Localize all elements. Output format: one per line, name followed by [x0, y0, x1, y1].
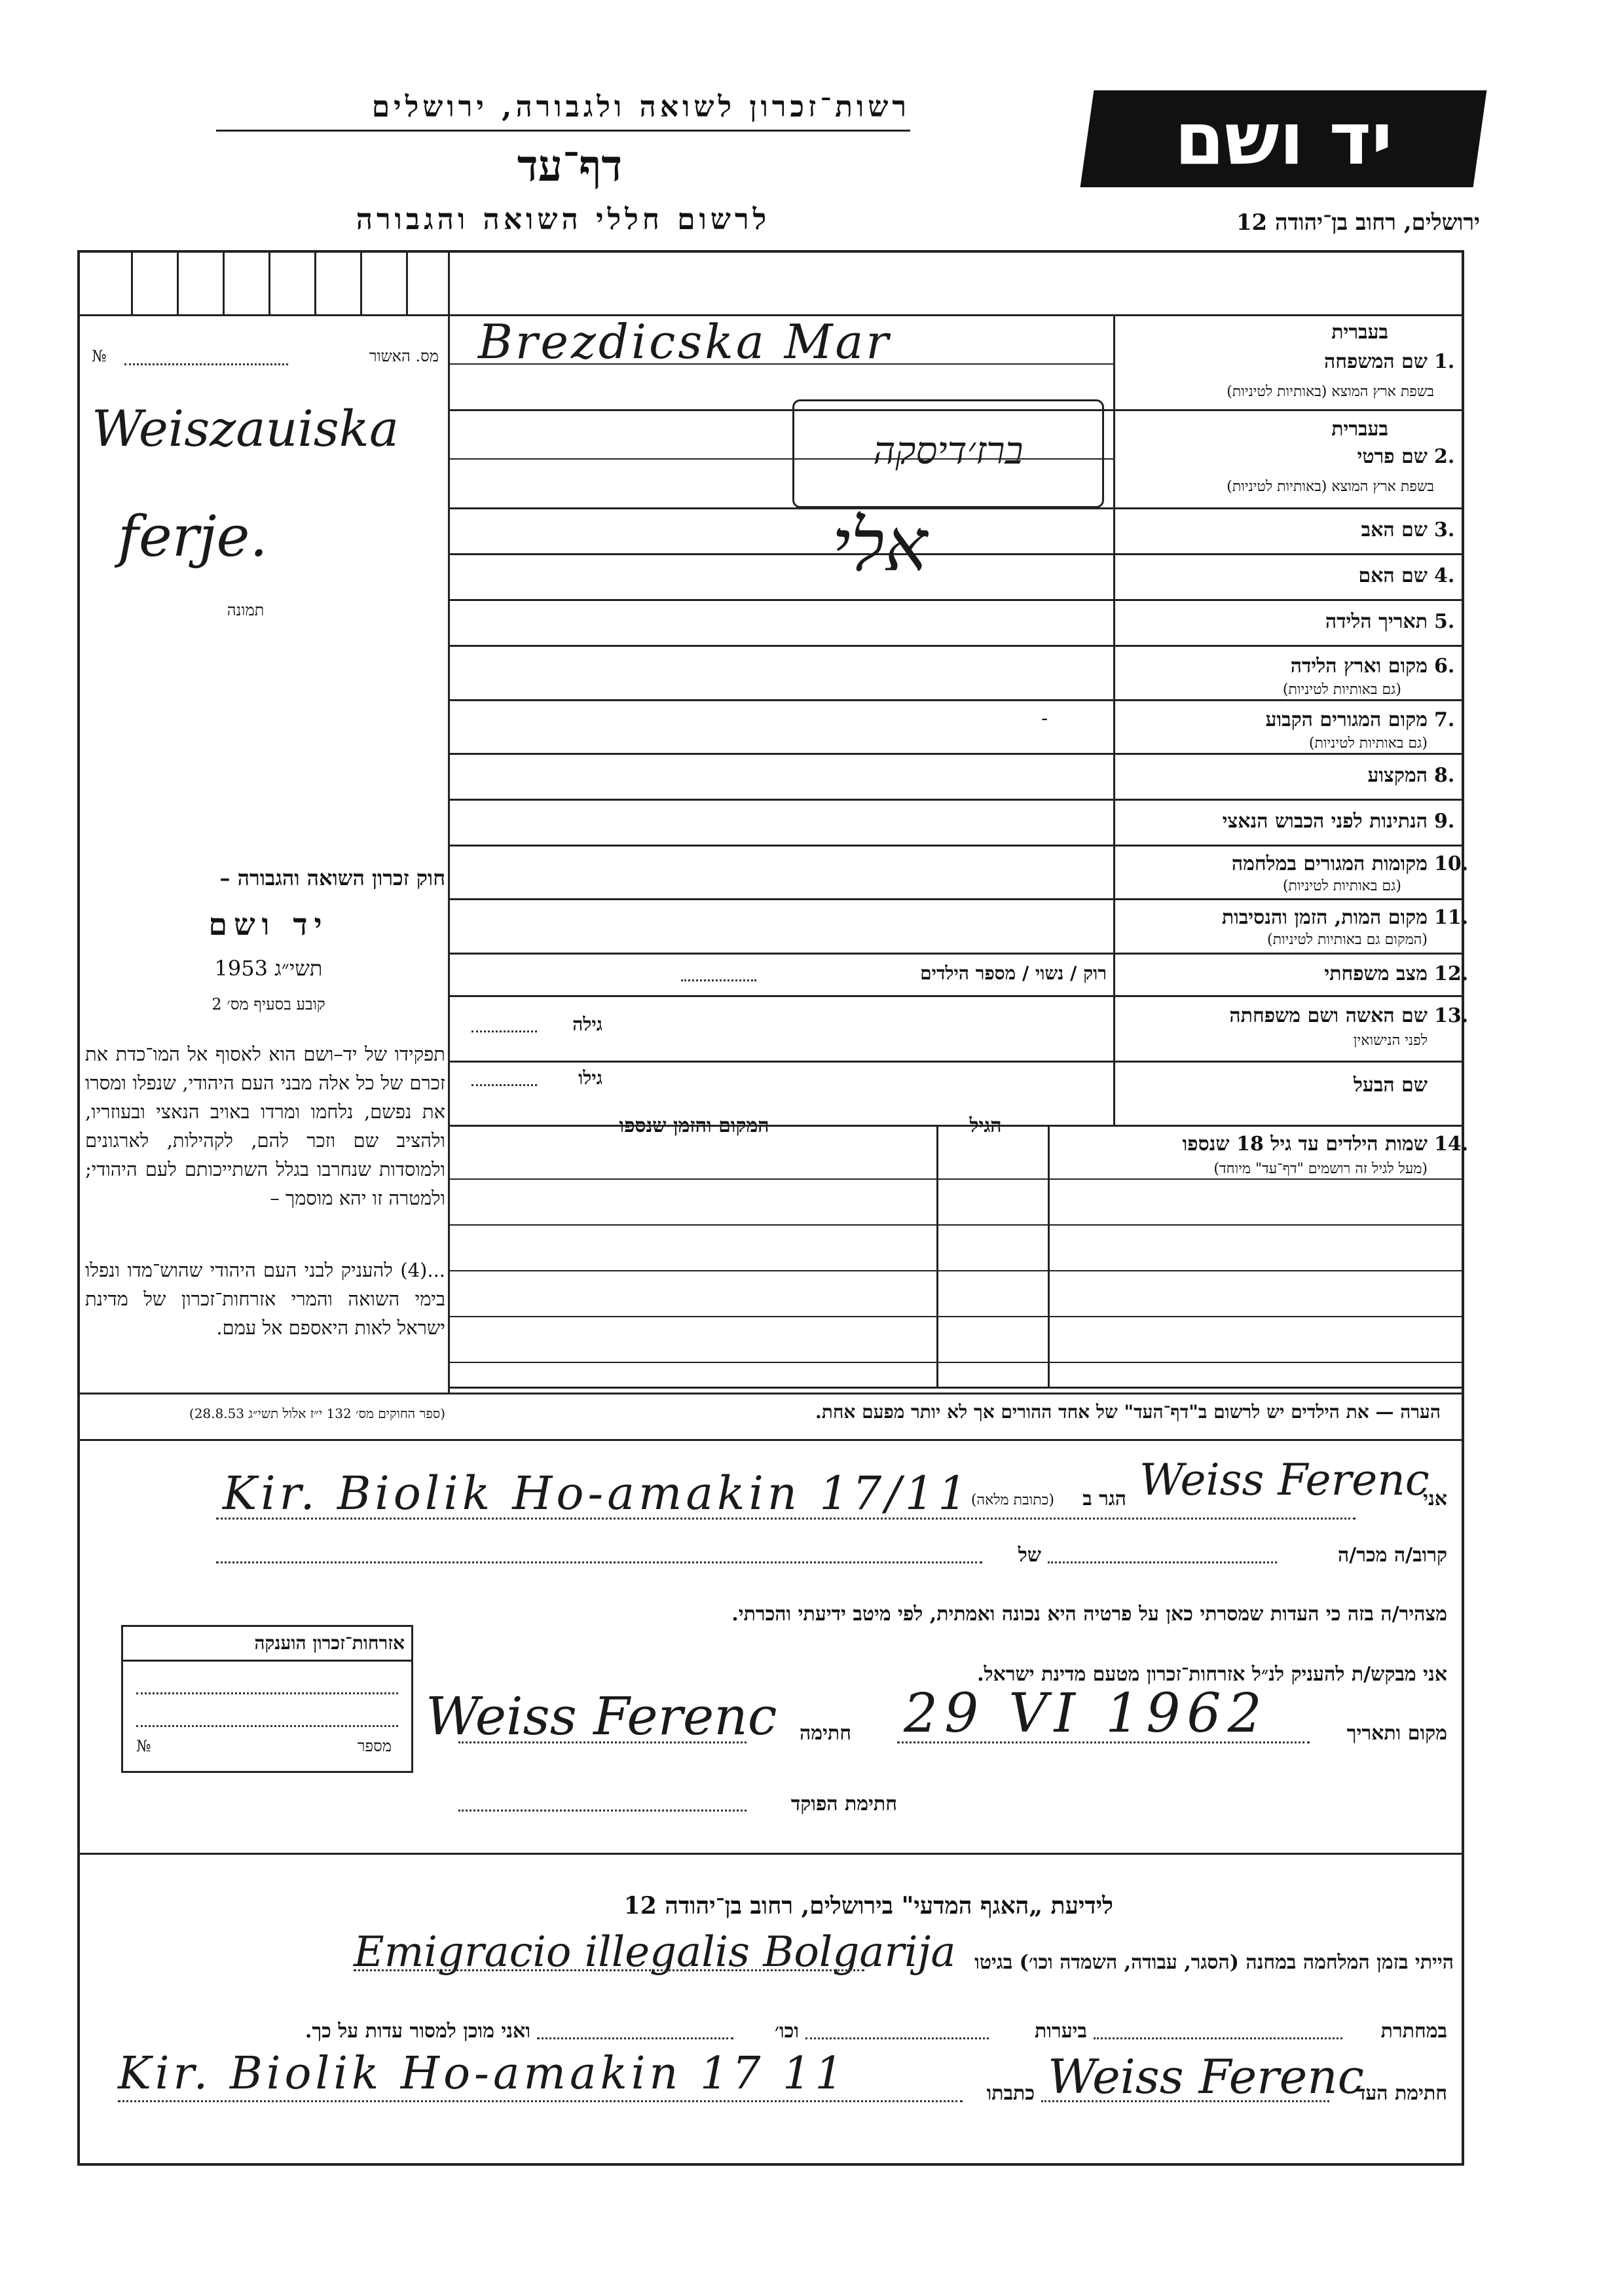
- field-13-sub: לפני הנישואין: [1353, 1032, 1428, 1049]
- field-2-value-box: [792, 399, 1104, 508]
- field-7-value: -: [1041, 707, 1048, 730]
- field-3-value: אלי: [832, 503, 928, 587]
- decl-resident-label: הגר ב: [1082, 1487, 1126, 1510]
- left-panel-divider: [448, 250, 450, 1393]
- children-note: הערה — את הילדים יש לרשום ב"דף־העד" של אחד ההורים אך לא יותר מפעם אחת.: [815, 1401, 1441, 1423]
- law-title: חוק זכרון השואה והגבורה –: [219, 866, 445, 890]
- decl-signature-label: חתימה: [800, 1722, 851, 1745]
- field-2-num: 2.: [1434, 445, 1455, 468]
- footer-partisans-label: ביערות: [1034, 2020, 1087, 2043]
- field-1-hebrew-tag: בעברית: [1331, 321, 1388, 344]
- decl-request: אני מבקש/ת להעניק לנ״ל אזרחות־זכרון מטעם מדינת ישראל.: [977, 1663, 1447, 1686]
- decl-of-label: של: [1018, 1544, 1041, 1567]
- field-2-value: ברז׳דיסקה: [873, 428, 1024, 473]
- approval-label: מס. האשור: [369, 347, 439, 365]
- authority-title: רשות־זכרון לשואה ולגבורה, ירושלים: [371, 90, 910, 124]
- decl-handwritten-name: Weiss Ferenc: [1139, 1455, 1430, 1505]
- citizenship-number-label: מספר: [357, 1737, 392, 1755]
- decl-handwritten-address: Kir. Biolik Ho-amakin 17/11: [223, 1467, 971, 1520]
- footer-address-label: כתבתו: [986, 2082, 1035, 2105]
- law-section: קובע בסעיף מס׳ 2: [212, 995, 325, 1013]
- approval-no-sign: №: [92, 347, 107, 365]
- field-7-label: מקום המגורים הקבוע: [1265, 708, 1428, 731]
- field-13-num: 13.: [1434, 1004, 1469, 1027]
- field-10-sub: (גם באותיות לטיניות): [1282, 878, 1401, 894]
- footer-handwritten-address: Kir. Biolik Ho-amakin 17 11: [118, 2048, 847, 2100]
- field-4-num: 4.: [1434, 564, 1455, 587]
- field-12-options: רוק / נשוי / מספר הילדים: [920, 962, 1107, 984]
- field-6-sub: (גם באותיות לטיניות): [1282, 682, 1401, 698]
- field-11-num: 11.: [1434, 906, 1469, 929]
- husband-age-label: גילו: [578, 1067, 602, 1089]
- field-2-sub: בשפת ארץ המוצא (באותיות לטיניות): [1227, 479, 1434, 495]
- field-1-label: שם המשפחה: [1323, 350, 1428, 373]
- field-14-num: 14.: [1434, 1133, 1469, 1156]
- yad-vashem-logo: [1080, 90, 1487, 187]
- decl-officer-label: חתימת הפוקד: [790, 1793, 897, 1815]
- authority-underline: [216, 130, 910, 132]
- law-reference: (ספר החוקים מס׳ 132 י״ז אלול תשי״ג 28.8.53): [189, 1406, 445, 1421]
- field-7-num: 7.: [1434, 708, 1455, 731]
- citizenship-number-sign: №: [136, 1737, 151, 1755]
- decl-signature-value: Weiss Ferenc: [426, 1686, 777, 1747]
- footer-wartime-label: הייתי בזמן המלחמה במחנה (הסגר, עבודה, השמדה וכו׳) בגיטו: [974, 1951, 1454, 1974]
- footer-sig-label: חתימת העד: [1356, 2082, 1447, 2105]
- citizenship-box-title: אזרחות־זכרון הוענקה: [123, 1627, 411, 1662]
- footer-ready-text: ואני מוכן למסור עדות על כך.: [304, 2020, 530, 2043]
- law-name: יד ושם: [208, 907, 329, 942]
- field-11-sub: (המקום גם באותיות לטיניות): [1267, 932, 1428, 948]
- logo-text: יד ושם: [1174, 97, 1393, 181]
- children-place-header: המקום והזמן שנספו: [619, 1114, 769, 1137]
- field-11-label: מקום המות, הזמן והנסיבות: [1221, 906, 1428, 929]
- decl-address-hint: (כתובת מלאה): [970, 1492, 1054, 1508]
- field-12-num: 12.: [1434, 962, 1469, 985]
- children-age-header: הגיל: [969, 1114, 1002, 1137]
- field-1-num: 1.: [1434, 350, 1455, 373]
- law-text: תפקידו של יד–ושם הוא לאסוף אל המו־כדת את זכרם של כל אלה מבני העם היהודי, שנפלו ומסרו את נפשם, נלחמו ומרדו באויב הנאצי ובעוזריו, ולהציב שם וזכר להם, לקהילות, לארגונים ולמוסדות שנחרבו בגלל השתייכותם לעם היהודי; ולמטרה זו יהא מוסמך –: [85, 1043, 445, 1209]
- children-label: שמות הילדים עד גיל 18 שנספו: [1182, 1133, 1428, 1156]
- footer-handwritten-sig: Weiss Ferenc: [1048, 2049, 1364, 2104]
- field-5-label: תאריך הלידה: [1325, 610, 1428, 633]
- footer-underground-label: במחתרת: [1380, 2020, 1447, 2043]
- footer-etc-label: וכו׳: [775, 2020, 799, 2043]
- citizenship-box: [121, 1625, 413, 1773]
- handwritten-name-latin-2: ferje.: [118, 504, 268, 570]
- field-2-hebrew-tag: בעברית: [1331, 418, 1388, 441]
- field-9-num: 9.: [1434, 810, 1455, 833]
- form-title: דף־עד: [517, 140, 623, 191]
- footer-title: לידיעת „האגף המדעי" בירושלים, רחוב בן־יהודה 12: [623, 1892, 1113, 1920]
- field-13-label: שם האשה ושם משפחתה: [1229, 1004, 1428, 1027]
- field-5-num: 5.: [1434, 610, 1455, 633]
- form-subtitle: לרשום חללי השואה והגבורה: [356, 203, 771, 236]
- wife-age-label: גילה: [572, 1013, 602, 1035]
- law-year: תשי״ג 1953: [214, 956, 323, 981]
- handwritten-name-latin: Weiszauiska: [92, 399, 399, 458]
- decl-i-label: אני: [1423, 1487, 1447, 1510]
- photo-label: תמונה: [227, 601, 265, 619]
- field-1-value: Brezdicska Mar: [478, 314, 891, 369]
- field-3-label: שם האב: [1361, 519, 1428, 541]
- decl-place-date-label: מקום ותאריך: [1346, 1722, 1447, 1745]
- label-column-divider: [1113, 314, 1115, 1125]
- decl-relative-label: קרוב/ה מכר/ה: [1338, 1544, 1447, 1567]
- field-6-num: 6.: [1434, 655, 1455, 678]
- children-sub: (מעל לגיל זה רושמים "דף־עד" מיוחד): [1213, 1161, 1428, 1177]
- field-10-num: 10.: [1434, 852, 1469, 875]
- decl-date-value: 29 VI 1962: [904, 1683, 1268, 1745]
- field-9-label: הנתינות לפני הכבוש הנאצי: [1222, 810, 1428, 833]
- field-4-label: שם האם: [1358, 564, 1428, 587]
- field-3-num: 3.: [1434, 519, 1455, 541]
- field-8-label: המקצוע: [1367, 764, 1428, 787]
- field-10-label: מקומות המגורים במלחמה: [1231, 852, 1428, 875]
- field-8-num: 8.: [1434, 764, 1455, 787]
- husband-label: שם הבעל: [1353, 1074, 1428, 1097]
- field-2-label: שם פרטי: [1357, 445, 1428, 468]
- field-6-label: מקום וארץ הלידה: [1290, 655, 1428, 678]
- decl-statement: מצהיר/ה בזה כי העדות שמסרתי כאן על פרטיה היא נכונה ואמתית, לפי מיטב ידיעתי והכרתי.: [731, 1603, 1447, 1626]
- header-address: ירושלים, רחוב בן־יהודה 12: [1236, 210, 1480, 236]
- field-12-label: מצב משפחתי: [1324, 962, 1428, 985]
- footer-wartime-value: Emigracio illegalis Bolgarija: [354, 1928, 956, 1977]
- field-1-sub: בשפת ארץ המוצא (באותיות לטיניות): [1227, 384, 1434, 400]
- field-7-sub: (גם באותיות לטיניות): [1308, 735, 1428, 752]
- law-text-2: ...(4) להעניק לבני העם היהודי שהוש־מדו ונפלו בימי השואה והמרי אזרחות־זכרון של מדינת ישראל לאות היאספם אל עמם.: [85, 1259, 445, 1339]
